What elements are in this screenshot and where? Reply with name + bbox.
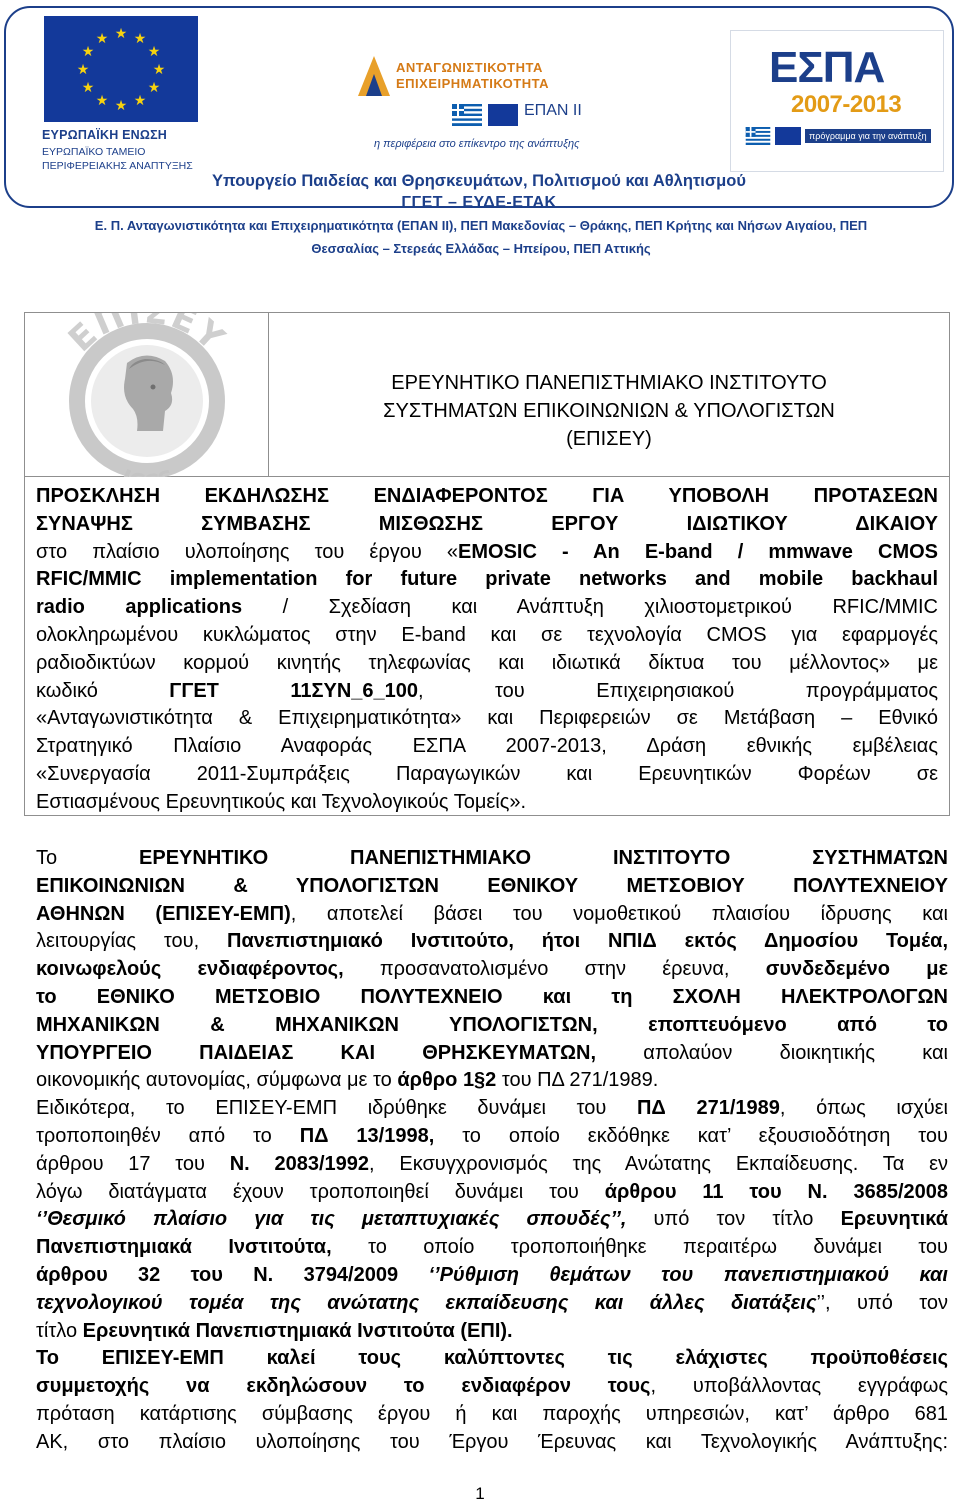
body-p2-line-8: τεχνολογικού τομέα της ανώτατης εκπαίδευσης και άλλες διατάξεις’’, υπό τον bbox=[36, 1291, 948, 1314]
operational-programs bbox=[26, 214, 936, 260]
body-p1-line-3: ΑΘΗΝΩΝ (ΕΠΙΣΕΥ-ΕΜΠ), αποτελεί βάσει του νομοθετικού πλαισίου ίδρυσης και bbox=[36, 902, 948, 925]
svg-text:★: ★ bbox=[81, 44, 95, 60]
body-p1-line-8: ΥΠΟΥΡΓΕΙΟ ΠΑΙΔΕΙΑΣ ΚΑΙ ΘΡΗΣΚΕΥΜΑΤΩΝ, απολαύον διοικητικής και bbox=[36, 1041, 948, 1064]
eu-label: ΕΥΡΩΠΑΪΚΗ ΕΝΩΣΗ bbox=[42, 128, 168, 142]
body-p2-line-3: άρθρου 17 του Ν. 2083/1992, Εκσυγχρονισμός της Ανώτατης Εκπαίδευσης. Τα εν bbox=[36, 1152, 949, 1175]
call-heading-line-2: ΣΥΝΑΨΗΣ ΣΥΜΒΑΣΗΣ ΜΙΣΘΩΣΗΣ ΕΡΓΟΥ ΙΔΙΩΤΙΚΟΥ ΔΙΚΑΙΟΥ bbox=[36, 512, 938, 535]
body-p1-line-4: λειτουργίας του, Πανεπιστημιακό Ινστιτούτο, ήτοι ΝΠΙΔ εκτός Δημοσίου Τομέα, bbox=[36, 930, 948, 953]
call-line-8: κωδικό ΓΓΕΤ 11ΣΥΝ_6_100, του Επιχειρησιακού προγράμματος bbox=[36, 679, 938, 702]
body-p1-line-9: οικονομικής αυτονομίας, σύμφωνα με το άρθρο 1§2 του ΠΔ 271/1989. bbox=[36, 1069, 659, 1092]
seal-top-text: ΕΠ ΕΥ bbox=[61, 313, 233, 360]
body-p2-line-9: τίτλο Ερευνητικά Πανεπιστημιακά Ινστιτούτα (ΕΠΙ). bbox=[36, 1319, 513, 1342]
call-line-5: radio applications / Σχεδίαση και Ανάπτυξη χιλιοστομετρικού RFIC/MMIC bbox=[36, 596, 938, 619]
svg-text:★: ★ bbox=[147, 80, 161, 96]
body-p2-line-7: άρθρου 32 του Ν. 3794/2009 ‘’Ρύθμιση θεμάτων του πανεπιστημιακού και bbox=[36, 1263, 948, 1286]
eu-fund-label-2: ΠΕΡΙΦΕΡΕΙΑΚΗΣ ΑΝΑΠΤΥΞΗΣ bbox=[42, 160, 193, 172]
call-line-3: στο πλαίσιο υλοποίησης του έργου «EMOSIC - An E-band / mmwave CMOS bbox=[36, 540, 939, 563]
call-line-11: «Συνεργασία 2011-Συμπράξεις Παραγωγικών και Ερευνητικών Φορέων σε bbox=[36, 762, 938, 785]
epan-logo bbox=[348, 38, 598, 168]
eu-logo bbox=[42, 16, 202, 176]
body-p2-line-2: τροποποιηθέν από το ΠΔ 13/1998, το οποίο εκδόθηκε κατ’ εξουσιοδότηση του bbox=[36, 1124, 948, 1147]
body-p1-line-1: Το ΕΡΕΥΝΗΤΙΚΟ ΠΑΝΕΠΙΣΤΗΜΙΑΚΟ ΙΝΣΤΙΤΟΥΤΟ ΣΥΣΤΗΜΑΤΩΝ bbox=[36, 847, 949, 869]
gget-title: ΓΓΕΤ – ΕΥΔΕ-ΕΤΑΚ bbox=[401, 194, 557, 208]
epan-name: ΕΠΑΝ ΙΙ bbox=[524, 102, 582, 119]
eu-stars-icon bbox=[44, 16, 198, 122]
svg-text:★: ★ bbox=[81, 80, 95, 96]
body-p1-line-5: κοινωφελούς ενδιαφέροντος, προσανατολισμένο στην έρευνα, συνδεδεμένο με bbox=[36, 958, 948, 981]
body-p3-line-4: ΑΚ, στο πλαίσιο υλοποίησης του Έργου Έρευνας και Τεχνολογικής Ανάπτυξης: bbox=[36, 1430, 948, 1453]
ministry-title: Υπουργείο Παιδείας και Θρησκευμάτων, Πολιτισμού και Αθλητισμού bbox=[212, 172, 746, 190]
page-number: 1 bbox=[475, 1484, 485, 1503]
programs-line-2: Θεσσαλίας – Στερεάς Ελλάδας – Ηπείρου, ΠΕΠ Αττικής bbox=[311, 241, 651, 256]
epan-arrow-icon bbox=[354, 52, 394, 100]
body-p1-line-2: ΕΠΙΚΟΙΝΩΝΙΩΝ & ΥΠΟΛΟΓΙΣΤΩΝ ΕΘΝΙΚΟΥ ΜΕΤΣΟΒΙΟΥ ΠΟΛΥΤΕΧΝΕΙΟΥ bbox=[36, 874, 948, 897]
greek-flag-icon bbox=[452, 104, 482, 126]
svg-text:★: ★ bbox=[95, 93, 109, 109]
svg-text:★: ★ bbox=[76, 62, 90, 78]
body-p2-line-5: ‘’Θεσμικό πλαίσιο για τις μεταπτυχιακές σπουδές’’, υπό τον τίτλο Ερευνητικά bbox=[36, 1208, 949, 1231]
espa-name: ΕΣΠΑ bbox=[769, 43, 885, 92]
call-line-10: Στρατηγικό Πλαίσιο Αναφοράς ΕΣΠΑ 2007-2013, Δράση εθνικής εμβέλειας bbox=[36, 735, 938, 758]
eu-fund-label: ΕΥΡΩΠΑΪΚΟ ΤΑΜΕΙΟ bbox=[42, 146, 146, 158]
call-frame bbox=[24, 312, 950, 816]
body-p2-line-1: Ειδικότερα, το ΕΠΙΣΕΥ-ΕΜΠ ιδρύθηκε δυνάμει του ΠΔ 271/1989, όπως ισχύει bbox=[36, 1097, 949, 1120]
svg-text:★: ★ bbox=[114, 26, 128, 42]
iccs-seal-icon bbox=[25, 313, 269, 477]
svg-text:★: ★ bbox=[133, 93, 147, 109]
institute-title-cell bbox=[269, 313, 949, 477]
epan-tagline: η περιφέρεια στο επίκεντρο της ανάπτυξης bbox=[374, 138, 580, 150]
institute-logo-cell bbox=[25, 313, 269, 477]
body-p3-line-3: πρόταση κατάρτισης σύμβασης έργου ή και παροχής υπηρεσιών, κατ’ άρθρο 681 bbox=[36, 1402, 948, 1425]
header-banner bbox=[4, 6, 954, 208]
body-p3-line-2: συμμετοχής να εκδηλώσουν το ενδιαφέρον τους, υποβάλλοντας εγγράφως bbox=[36, 1375, 948, 1398]
institute-title-line-3: (ΕΠΙΣΕΥ) bbox=[566, 428, 652, 450]
call-line-12: Εστιασμένους Ερευνητικούς και Τεχνολογικούς Τομείς». bbox=[36, 790, 527, 813]
epan-title-2: ΕΠΙΧΕΙΡΗΜΑΤΙΚΟΤΗΤΑ bbox=[396, 76, 549, 91]
body-p2-line-6: Πανεπιστημιακά Ινστιτούτα, το οποίο τροποποιήθηκε περαιτέρω δυνάμει του bbox=[36, 1236, 948, 1259]
call-line-7: ραδιοδικτύων κορμού κινητής τηλεφωνίας και ιδιωτικά δίκτυα του μέλλοντος» με bbox=[36, 651, 938, 674]
body-p1-line-6: το ΕΘΝΙΚΟ ΜΕΤΣΟΒΙΟ ΠΟΛΥΤΕΧΝΕΙΟ και τη ΣΧΟΛΗ ΗΛΕΚΤΡΟΛΟΓΩΝ bbox=[36, 985, 948, 1008]
eu-flag-small-icon bbox=[775, 127, 801, 145]
espa-years: 2007-2013 bbox=[791, 91, 902, 118]
epan-title-1: ΑΝΤΑΓΩΝΙΣΤΙΚΟΤΗΤΑ bbox=[396, 60, 543, 75]
call-line-4: RFIC/MMIC implementation for future private networks and mobile backhaul bbox=[36, 568, 938, 591]
body-p3-line-1: Το ΕΠΙΣΕΥ-ΕΜΠ καλεί τους καλύπτοντες τις ελάχιστες προϋποθέσεις bbox=[36, 1347, 948, 1370]
svg-text:★: ★ bbox=[147, 44, 161, 60]
institute-title-line-1: ΕΡΕΥΝΗΤΙΚΟ ΠΑΝΕΠΙΣΤΗΜΙΑΚΟ ΙΝΣΤΙΤΟΥΤΟ bbox=[391, 372, 827, 394]
eu-flag bbox=[44, 16, 198, 122]
programs-line-1: Ε. Π. Ανταγωνιστικότητα και Επιχειρηματικότητα (ΕΠΑΝ ΙΙ), ΠΕΠ Μακεδονίας – Θράκης, ΠΕΠ Κρήτης και Νήσων Αιγαίου, ΠΕΠ bbox=[94, 218, 868, 233]
call-heading-line-1: ΠΡΟΣΚΛΗΣΗ ΕΚΔΗΛΩΣΗΣ ΕΝΔΙΑΦΕΡΟΝΤΟΣ ΓΙΑ ΥΠΟΒΟΛΗ ΠΡΟΤΑΣΕΩΝ bbox=[36, 485, 938, 507]
main-body-text bbox=[36, 845, 948, 1457]
body-p1-line-7: ΜΗΧΑΝΙΚΩΝ & ΜΗΧΑΝΙΚΩΝ ΥΠΟΛΟΓΙΣΤΩΝ, εποπτευόμενο από το bbox=[36, 1013, 948, 1036]
call-line-9: «Ανταγωνιστικότητα & Επιχειρηματικότητα» και Περιφερειών σε Μετάβαση – Εθνικό bbox=[36, 707, 938, 730]
body-p2-line-4: λόγω διατάγματα έχουν τροποποιηθεί δυνάμει του άρθρου 11 του Ν. 3685/2008 bbox=[36, 1180, 948, 1203]
svg-text:★: ★ bbox=[152, 62, 166, 78]
greek-flag-icon bbox=[745, 127, 771, 145]
svg-text:★: ★ bbox=[133, 31, 147, 47]
espa-tagline: πρόγραμμα για την ανάπτυξη bbox=[805, 129, 931, 143]
svg-text:★: ★ bbox=[95, 31, 109, 47]
institute-title-line-2: ΣΥΣΤΗΜΑΤΩΝ ΕΠΙΚΟΙΝΩΝΙΩΝ & ΥΠΟΛΟΓΙΣΤΩΝ bbox=[383, 400, 835, 422]
call-line-6: ολοκληρωμένου κυκλώματος στην E-band και σε τεχνολογία CMOS για εφαρμογές bbox=[36, 623, 938, 646]
institute-title bbox=[269, 369, 949, 453]
call-text bbox=[36, 483, 938, 817]
eu-flag-small-icon bbox=[488, 104, 518, 126]
svg-text:★: ★ bbox=[114, 98, 128, 114]
espa-logo bbox=[730, 30, 944, 172]
